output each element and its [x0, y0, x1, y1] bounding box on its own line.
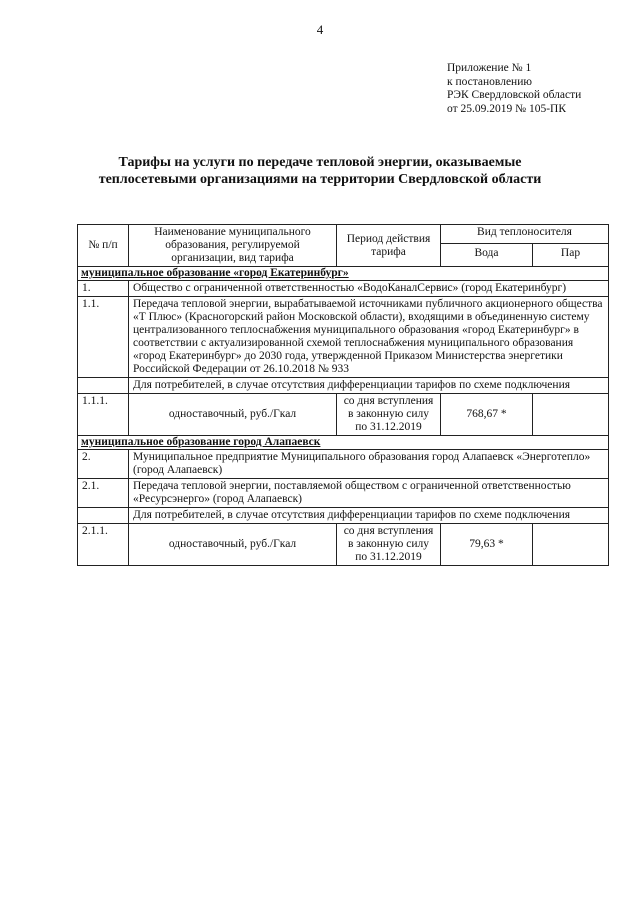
tariff-num: 2.1.1. [78, 524, 129, 566]
org-num: 2. [78, 450, 129, 479]
consumers-row [78, 378, 609, 394]
tariff-water-value: 79,63 * [441, 524, 533, 566]
tariff-steam-value [533, 524, 609, 566]
header-name: Наименование муниципального образования, регулируемой организации, вид тарифа [129, 225, 337, 267]
header-carrier: Вид теплоносителя [441, 225, 609, 244]
appendix-line: Приложение № 1 [447, 62, 532, 74]
title-line: Тарифы на услуги по передаче тепловой энергии, оказываемые [118, 155, 522, 170]
org-name: Муниципальное предприятие Муниципального образования город Алапаевск «Энерготепло» (город Алапаевск) [129, 450, 609, 479]
tariff-period: со дня вступления в законную силу по 31.12.2019 [337, 524, 441, 566]
appendix-line: к постановлению [447, 75, 532, 88]
header-row [78, 225, 609, 244]
consumers-text: Для потребителей, в случае отсутствия дифференциации тарифов по схеме подключения [129, 508, 609, 524]
appendix-block [447, 62, 581, 116]
subitem-text: Передача тепловой энергии, вырабатываемой источниками публичного акционерного общества «Т Плюс» (Красногорский район Московской области), входящими в объединенную систему централизованного теплоснабжения муниципального образования «город Екатеринбург» в соответствии с актуализированной схемой теплоснабжения муниципального образования «город Екатеринбург» до 2030 года, утвержденной Приказом Министерства энергетики Российской Федерации от 26.10.2018 № 933 [129, 297, 609, 378]
subitem-num: 2.1. [78, 479, 129, 508]
subitem-row [78, 297, 609, 378]
tariff-table [77, 224, 609, 566]
subitem-text: Передача тепловой энергии, поставляемой обществом с ограниченной ответственностью «Ресурсэнерго» (город Алапаевск) [129, 479, 609, 508]
consumers-num [78, 378, 129, 394]
tariff-water-value: 768,67 * [441, 394, 533, 436]
tariff-period: со дня вступления в законную силу по 31.12.2019 [337, 394, 441, 436]
header-period: Период действия тарифа [337, 225, 441, 267]
tariff-type: одноставочный, руб./Гкал [129, 394, 337, 436]
org-row [78, 450, 609, 479]
tariff-steam-value [533, 394, 609, 436]
section-row [78, 267, 609, 281]
tariff-row [78, 394, 609, 436]
org-name: Общество с ограниченной ответственностью «ВодоКаналСервис» (город Екатеринбург) [129, 281, 609, 297]
consumers-text: Для потребителей, в случае отсутствия дифференциации тарифов по схеме подключения [129, 378, 609, 394]
org-num: 1. [78, 281, 129, 297]
title-line: теплосетевыми организациями на территории Свердловской области [98, 172, 542, 187]
subitem-row [78, 479, 609, 508]
subitem-num: 1.1. [78, 297, 129, 378]
section-title: муниципальное образование «город Екатеринбург» [78, 267, 609, 281]
page-number: 4 [316, 22, 324, 37]
header-steam: Пар [533, 243, 609, 266]
header-num: № п/п [78, 225, 129, 267]
header-water: Вода [441, 243, 533, 266]
consumers-row [78, 508, 609, 524]
section-row [78, 436, 609, 450]
appendix-line: от 25.09.2019 № 105-ПК [447, 102, 567, 115]
tariff-row [78, 524, 609, 566]
consumers-num [78, 508, 129, 524]
tariff-num: 1.1.1. [78, 394, 129, 436]
document-title [0, 154, 640, 188]
appendix-line: РЭК Свердловской области [447, 89, 582, 101]
section-title: муниципальное образование город Алапаевск [78, 436, 609, 450]
org-row [78, 281, 609, 297]
tariff-type: одноставочный, руб./Гкал [129, 524, 337, 566]
